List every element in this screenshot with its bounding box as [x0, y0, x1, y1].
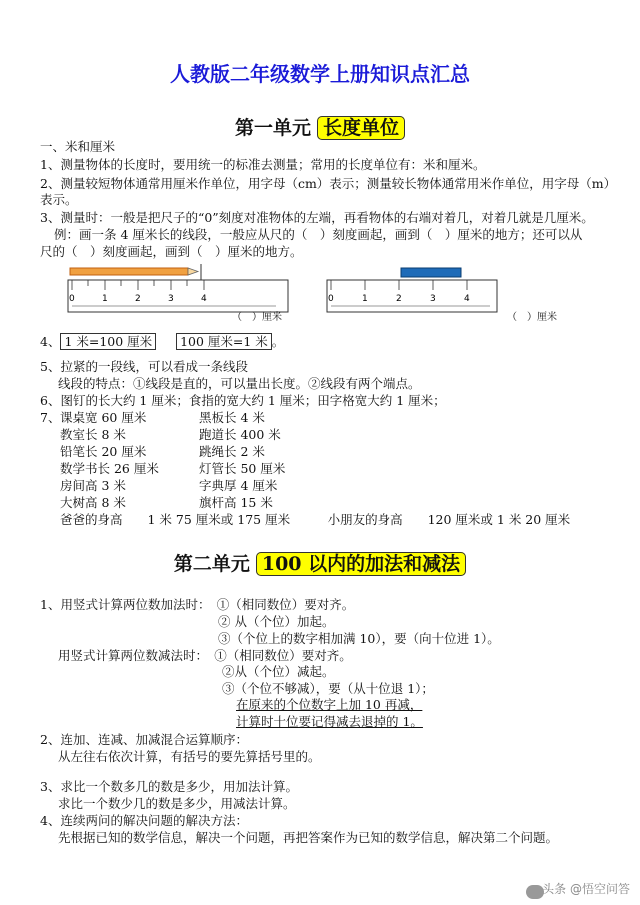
u2-line-12: 4、连续两问的解决问题的解决方法：	[40, 813, 248, 828]
u1-item5: 5、拉紧的一段线，可以看成一条线段	[40, 359, 248, 374]
unit1-name: 长度单位	[317, 116, 405, 140]
u2-line-2: ③（个位上的数字相加满 10），要（向十位进 1）。	[218, 631, 500, 646]
u2-line-8: 2、连加、连减、加减混合运算顺序：	[40, 732, 248, 747]
svg-text:1: 1	[362, 294, 368, 304]
svg-text:3: 3	[168, 294, 174, 304]
u2-line-11: 求比一个数少几的数是多少，用减法计算。	[58, 796, 296, 811]
unit2-name: 100 以内的加法和减法	[256, 552, 466, 576]
ruler-with-object	[325, 262, 500, 318]
item4-box-b: 100 厘米=1 米	[176, 333, 272, 350]
u2-line-9: 从左往右依次计算，有括号的要先算括号里的。	[58, 749, 321, 764]
example-b-0: 黑板长 4 米	[199, 410, 265, 425]
u2-line-3: 用竖式计算两位数减法时： ①（相同数位）要对齐。	[58, 648, 352, 663]
example-a-0: 课桌宽 60 厘米	[60, 410, 147, 425]
u1-line-2: 2、测量较短物体通常用厘米作单位，用字母（cm）表示；测量较长物体通常用米作单位，用字母（m）	[40, 176, 617, 191]
svg-text:0: 0	[69, 294, 75, 304]
example-a-2: 铅笔长 20 厘米	[60, 444, 147, 459]
item4-box-a: 1 米=100 厘米	[60, 333, 156, 350]
page-title: 人教版二年级数学上册知识点汇总	[170, 62, 470, 86]
example-b-5: 旗杆高 15 米	[199, 495, 273, 510]
example-b-4: 字典厚 4 厘米	[199, 478, 278, 493]
u2-line-13: 先根据已知的数学信息，解决一个问题，再把答案作为已知的数学信息，解决第二个问题。	[58, 830, 559, 845]
svg-text:1: 1	[102, 294, 108, 304]
example-b-1: 跑道长 400 米	[199, 427, 281, 442]
unit2-prefix: 第二单元	[173, 553, 250, 575]
u1-line-3: 表示。	[40, 192, 78, 207]
svg-text:2: 2	[396, 294, 402, 304]
u2-line-7: 计算时十位要记得减去退掉的 1。	[236, 714, 423, 729]
u1-item4: 4、 1 米=100 厘米 100 厘米=1 米 。	[40, 334, 285, 349]
svg-text:4: 4	[464, 294, 470, 304]
svg-text:0: 0	[328, 294, 334, 304]
u2-line-6: 在原来的个位数字上加 10 再减，	[236, 697, 423, 712]
u2-line-0: 1、用竖式计算两位数加法时： ①（相同数位）要对齐。	[40, 597, 355, 612]
u1-line-1: 1、测量物体的长度时，要用统一的标准去测量；常用的长度单位有：米和厘米。	[40, 157, 486, 172]
svg-text:3: 3	[430, 294, 436, 304]
svg-text:4: 4	[201, 294, 207, 304]
u1-line-0: 一、米和厘米	[40, 139, 116, 154]
svg-text:2: 2	[135, 294, 141, 304]
unit1-prefix: 第一单元	[234, 117, 311, 139]
ruler-caption-2: （ ）厘米	[507, 312, 557, 323]
brand-watermark: 头条 @悟空问答	[542, 882, 630, 896]
unit2-heading	[0, 549, 640, 576]
u2-line-4: ②从（个位）减起。	[222, 664, 335, 679]
example-a-5: 大树高 8 米	[60, 495, 126, 510]
u1-item5b: 线段的特点：①线段是直的，可以量出长度。②线段有两个端点。	[58, 376, 421, 391]
example-heights: 爸爸的身高 1 米 75 厘米或 175 厘米 小朋友的身高 120 厘米或 1 米 20 厘米	[60, 512, 571, 527]
u1-item7-prefix: 7、	[40, 410, 61, 425]
u2-line-5: ③（个位不够减），要（从十位退 1）；	[222, 681, 434, 696]
example-a-4: 房间高 3 米	[60, 478, 126, 493]
unit1-heading	[0, 113, 640, 140]
u1-line-4: 3、测量时：一般是把尺子的“0”刻度对准物体的左端，再看物体的右端对着几，对着几就是几厘米。	[40, 210, 594, 225]
u2-line-1: ② 从（个位）加起。	[218, 614, 335, 629]
example-a-3: 数学书长 26 厘米	[60, 461, 159, 476]
u1-line-6: 尺的（ ）刻度画起，画到（ ）厘米的地方。	[40, 244, 303, 259]
u1-item6: 6、图钉的长大约 1 厘米；食指的宽大约 1 厘米；田字格宽大约 1 厘米；	[40, 393, 446, 408]
ruler-caption-1: （ ）厘米	[232, 312, 282, 323]
example-b-2: 跳绳长 2 米	[199, 444, 265, 459]
u2-line-10: 3、求比一个数多几的数是多少，用加法计算。	[40, 779, 298, 794]
example-b-3: 灯管长 50 厘米	[199, 461, 286, 476]
example-a-1: 教室长 8 米	[60, 427, 126, 442]
u1-line-5: 例：画一条 4 厘米长的线段，一般应从尺的（ ）刻度画起，画到（ ）厘米的地方；还可以从	[54, 227, 583, 242]
